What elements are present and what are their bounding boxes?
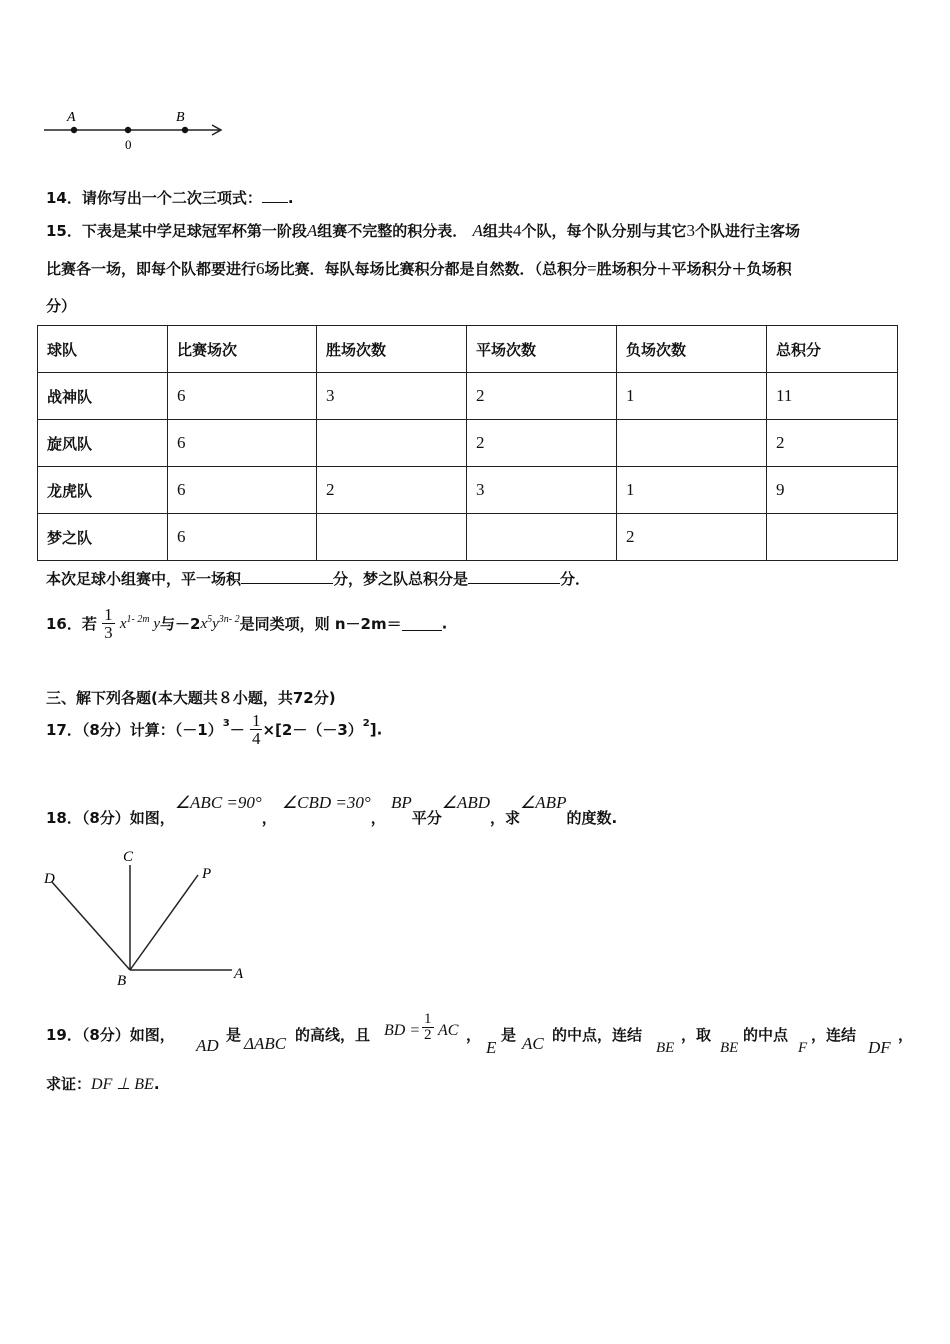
question-15-follow-up: 本次足球小组赛中，平一场积 分，梦之队总积分是 分． (46, 570, 591, 588)
question-15-line-3: 分） (46, 297, 77, 315)
table-cell: 6 (168, 467, 317, 514)
number-line-figure (40, 105, 230, 155)
header-losses: 负场次数 (617, 326, 767, 373)
angle-figure (40, 845, 255, 990)
header-draws: 平场次数 (467, 326, 617, 373)
score-table (37, 325, 898, 561)
table-cell: 2 (767, 420, 898, 467)
table-cell: 9 (767, 467, 898, 514)
answer-blank-draw-points[interactable] (241, 569, 333, 584)
table-cell: 2 (467, 373, 617, 420)
table-row (38, 514, 898, 561)
fraction-one-third: $\frac{1}{3}$ (104, 605, 113, 642)
header-total-points: 总积分 (767, 326, 898, 373)
answer-blank-16[interactable] (402, 616, 442, 631)
question-19-proof: 求证：DF ⊥ BE. (46, 1075, 160, 1093)
team-name: 龙虎队 (38, 467, 168, 514)
table-row (38, 373, 898, 420)
table-cell (767, 514, 898, 561)
point-a-dot (71, 127, 77, 133)
answer-blank-dream-team-total[interactable] (468, 569, 560, 584)
section-3-heading: 三、解下列各题(本大题共８小题，共72分) (46, 689, 336, 707)
label-c: C (123, 849, 134, 865)
table-cell (617, 420, 767, 467)
table-cell (467, 514, 617, 561)
label-a: A (234, 966, 244, 982)
question-16: 16．若 $\frac{1}{3}$ $x^{1- 2m}$ y与$-2x^5y^{3n- 2}$是同类项，则 n－2m＝ . (46, 605, 448, 642)
header-matches: 比赛场次 (168, 326, 317, 373)
header-team: 球队 (38, 326, 168, 373)
question-15-line-2: 比赛各一场，即每个队都要进行6场比赛．每队每场比赛积分都是自然数．（总积分=胜场积分＋平场积分＋负场积 (46, 259, 792, 278)
table-cell: 6 (168, 514, 317, 561)
table-cell: 3 (467, 467, 617, 514)
table-cell (317, 514, 467, 561)
header-wins: 胜场次数 (317, 326, 467, 373)
table-cell: 2 (317, 467, 467, 514)
answer-blank-14[interactable] (262, 188, 288, 203)
table-cell: 6 (168, 373, 317, 420)
team-name: 梦之队 (38, 514, 168, 561)
ray-bp (130, 875, 198, 970)
fraction-one-half: $\frac{1}{2}$ (424, 1011, 432, 1043)
table-cell: 2 (617, 514, 767, 561)
table-header-row (38, 326, 898, 373)
label-p: P (202, 866, 212, 882)
table-cell: 3 (317, 373, 467, 420)
table-cell: 1 (617, 373, 767, 420)
table-cell (317, 420, 467, 467)
question-17: 17．（8分）计算：$(-1)^3-$ $\frac{1}{4}$ $\times[2-(-3)^2]$. (46, 711, 383, 748)
table-cell: 11 (767, 373, 898, 420)
label-d: D (44, 871, 55, 887)
table-cell: 6 (168, 420, 317, 467)
point-b-label: B (176, 110, 185, 125)
question-14: 14．请你写出一个二次三项式： . (46, 189, 294, 207)
point-b-dot (182, 127, 188, 133)
ray-bd (52, 882, 130, 970)
table-row (38, 420, 898, 467)
origin-label: 0 (125, 137, 132, 152)
table-cell: 2 (467, 420, 617, 467)
origin-dot (125, 127, 131, 133)
question-15-line-1: 15．下表是某中学足球冠军杯第一阶段A组赛不完整的积分表． A组共4个队，每个队分别与其它3个队进行主客场 (46, 221, 800, 240)
table-row (38, 467, 898, 514)
team-name: 旋风队 (38, 420, 168, 467)
label-b: B (117, 973, 127, 989)
team-name: 战神队 (38, 373, 168, 420)
fraction-one-quarter: $\frac{1}{4}$ (251, 711, 261, 748)
table-cell: 1 (617, 467, 767, 514)
question-18: 18．（8分）如图，∠ABC =90°， ∠CBD =30°， BP平分∠ABD，求∠ABP的度数. (46, 793, 618, 827)
point-a-label: A (67, 110, 76, 125)
